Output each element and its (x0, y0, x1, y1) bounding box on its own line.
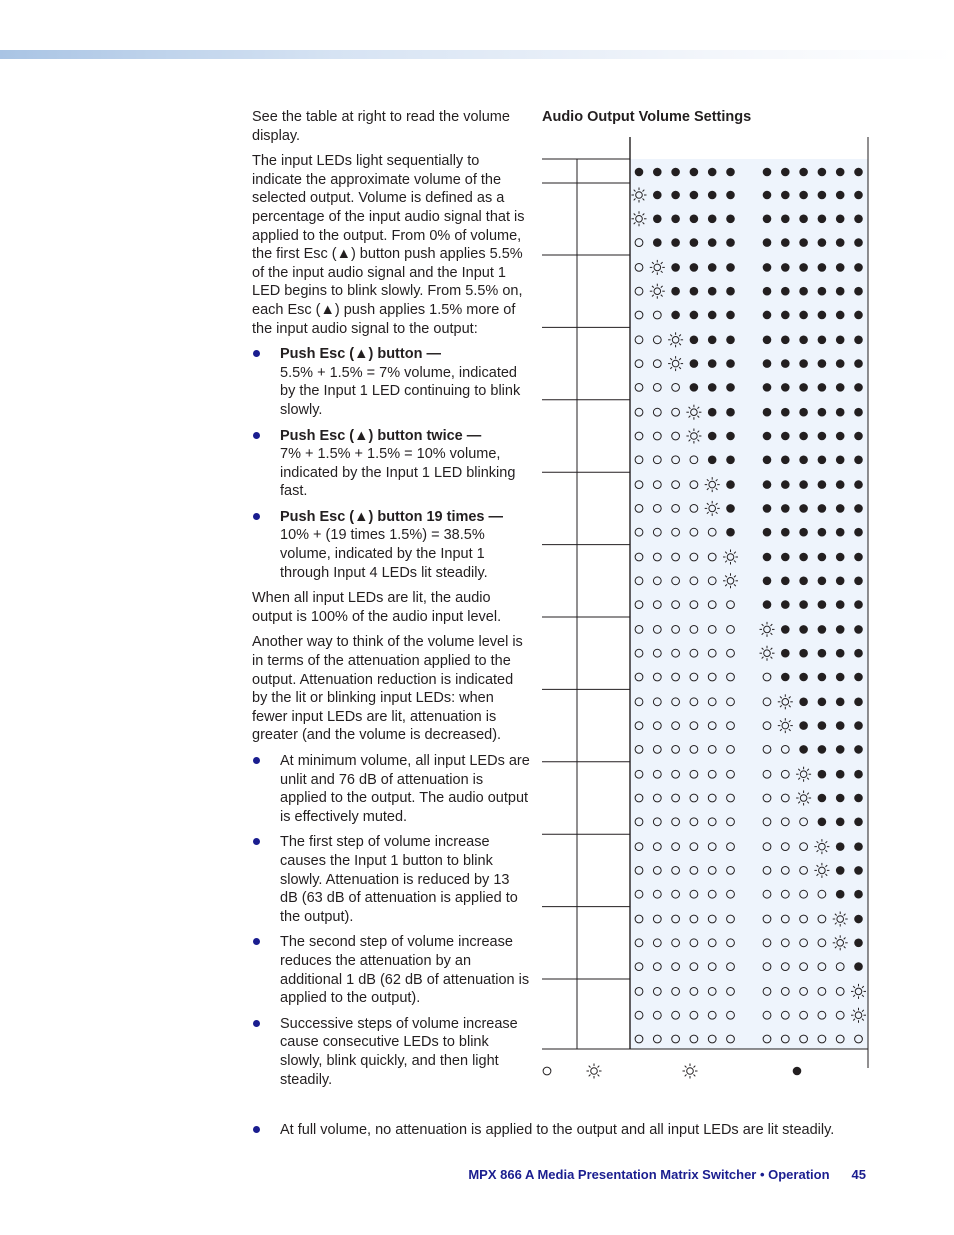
led-on-icon (818, 625, 827, 634)
led-on-icon (708, 408, 717, 417)
led-on-icon (781, 673, 790, 682)
led-on-icon (726, 311, 735, 320)
led-on-icon (854, 866, 863, 875)
led-on-icon (854, 745, 863, 754)
led-on-icon (690, 336, 699, 345)
led-on-icon (836, 432, 845, 441)
led-on-icon (690, 263, 699, 272)
led-on-icon (799, 263, 808, 272)
led-on-icon (763, 383, 772, 392)
led-on-icon (818, 600, 827, 609)
led-on-icon (799, 455, 808, 464)
led-on-icon (836, 770, 845, 779)
led-on-icon (836, 191, 845, 200)
led-on-icon (854, 383, 863, 392)
led-on-icon (763, 359, 772, 368)
led-on-icon (726, 287, 735, 296)
legend-blink-slow-icon (591, 1068, 598, 1075)
led-on-icon (793, 1067, 802, 1076)
led-on-icon (799, 745, 808, 754)
led-on-icon (799, 287, 808, 296)
led-on-icon (726, 408, 735, 417)
led-off-icon (543, 1067, 551, 1075)
led-on-icon (854, 625, 863, 634)
led-on-icon (726, 383, 735, 392)
led-on-icon (781, 600, 790, 609)
led-on-icon (671, 263, 680, 272)
led-on-icon (818, 745, 827, 754)
led-on-icon (763, 600, 772, 609)
bullet-heading: Push Esc (▲) button 19 times — (280, 508, 504, 525)
led-on-icon (836, 528, 845, 537)
legend-blink-fast-icon-ray (694, 1075, 696, 1077)
led-on-icon (763, 480, 772, 489)
led-on-icon (836, 168, 845, 177)
led-on-icon (818, 770, 827, 779)
led-on-icon (854, 890, 863, 899)
led-on-icon (781, 359, 790, 368)
intro-paragraph: See the table at right to read the volume display. (252, 109, 510, 144)
led-on-icon (818, 794, 827, 803)
led-on-icon (836, 504, 845, 513)
bullet-heading: Push Esc (▲) button — (280, 346, 441, 363)
led-on-icon (726, 528, 735, 537)
led-on-icon (854, 553, 863, 562)
led-on-icon (854, 721, 863, 730)
led-on-icon (818, 238, 827, 247)
led-on-icon (726, 359, 735, 368)
led-on-icon (818, 576, 827, 585)
table-title: Audio Output Volume Settings (542, 109, 752, 125)
led-on-icon (799, 408, 808, 417)
led-on-icon (799, 214, 808, 223)
volume-paragraph: The input LEDs light sequentially to indicate the approximate volume of the selected output. Volume is defined as a percentage of the input audio signal that is applied to the output. From 0% of volume, the first Esc (▲) button push applies 5.5% of the input audio signal and the Input 1 LED begins to blink slowly. From 5.5% on, each Esc (▲) push applies 1.5% more of the input audio signal to the output: (252, 153, 525, 337)
led-on-icon (781, 287, 790, 296)
led-on-icon (836, 383, 845, 392)
attenuation-paragraph: Another way to think of the volume level is in terms of the attenuation applied to the output. Attenuation reduction is indicated by the lit or blinking input LEDs: when fewer input LEDs are lit, attenuation is greater (and the volume is decreased). (252, 634, 523, 744)
led-on-icon (781, 649, 790, 658)
led-on-icon (708, 359, 717, 368)
led-on-icon (763, 576, 772, 585)
led-on-icon (854, 191, 863, 200)
led-on-icon (726, 504, 735, 513)
led-on-icon (799, 480, 808, 489)
led-on-icon (708, 287, 717, 296)
led-on-icon (799, 359, 808, 368)
led-on-icon (854, 649, 863, 658)
led-on-icon (836, 649, 845, 658)
led-on-icon (763, 287, 772, 296)
legend-blink-fast-icon (687, 1068, 694, 1075)
led-on-icon (836, 214, 845, 223)
led-on-icon (708, 214, 717, 223)
led-on-icon (763, 455, 772, 464)
led-on-icon (836, 238, 845, 247)
led-on-icon (836, 817, 845, 826)
led-on-icon (799, 600, 808, 609)
led-on-icon (836, 625, 845, 634)
legend-blink-fast-icon-ray (685, 1075, 687, 1077)
led-on-icon (799, 191, 808, 200)
led-on-icon (836, 287, 845, 296)
led-on-icon (690, 238, 699, 247)
led-on-icon (799, 168, 808, 177)
led-on-icon (708, 238, 717, 247)
led-on-icon (854, 455, 863, 464)
led-on-icon (818, 455, 827, 464)
led-on-icon (818, 432, 827, 441)
led-on-icon (854, 336, 863, 345)
led-on-icon (854, 408, 863, 417)
led-on-icon (726, 336, 735, 345)
led-on-icon (690, 287, 699, 296)
led-on-icon (763, 553, 772, 562)
led-on-icon (781, 504, 790, 513)
footer-title: MPX 866 A Media Presentation Matrix Switcher • Operation (468, 1167, 830, 1182)
led-on-icon (690, 168, 699, 177)
list-item: At minimum volume, all input LEDs are unlit and 76 dB of attenuation is applied to the output. The audio output is effectively muted. (252, 752, 530, 826)
led-on-icon (854, 817, 863, 826)
led-on-icon (799, 336, 808, 345)
led-on-icon (854, 168, 863, 177)
led-on-icon (799, 383, 808, 392)
led-on-icon (726, 191, 735, 200)
led-on-icon (763, 214, 772, 223)
led-on-icon (818, 817, 827, 826)
led-on-icon (690, 359, 699, 368)
led-on-icon (708, 383, 717, 392)
bullet-text: 5.5% + 1.5% = 7% volume, indicated by the Input 1 LED continuing to blink slowly. (280, 364, 521, 418)
led-on-icon (781, 336, 790, 345)
led-on-icon (836, 576, 845, 585)
led-on-icon (818, 263, 827, 272)
list-item: The second step of volume increase reduces the attenuation by an additional 1 dB (62 dB of attenuation is applied to the output). (252, 933, 530, 1007)
led-on-icon (818, 214, 827, 223)
led-on-icon (653, 168, 662, 177)
led-on-icon (799, 625, 808, 634)
led-on-icon (799, 698, 808, 707)
led-on-icon (836, 455, 845, 464)
list-item: The first step of volume increase causes the Input 1 button to blink slowly. Attenuation is reduced by 13 dB (63 dB of attenuation is applied to the output). (252, 833, 530, 926)
led-on-icon (818, 191, 827, 200)
led-on-icon (763, 408, 772, 417)
led-on-icon (836, 600, 845, 609)
led-on-icon (781, 553, 790, 562)
legend-blink-fast-icon-ray (694, 1066, 696, 1068)
led-on-icon (763, 311, 772, 320)
led-on-icon (818, 383, 827, 392)
led-on-icon (836, 890, 845, 899)
led-on-icon (653, 214, 662, 223)
led-on-icon (781, 191, 790, 200)
led-on-icon (818, 721, 827, 730)
led-on-icon (799, 673, 808, 682)
legend-blink-fast-icon-ray (685, 1066, 687, 1068)
led-on-icon (799, 553, 808, 562)
page-number: 45 (851, 1167, 866, 1182)
led-on-icon (763, 432, 772, 441)
led-on-icon (836, 359, 845, 368)
led-on-icon (854, 915, 863, 924)
led-on-icon (763, 263, 772, 272)
led-on-icon (799, 238, 808, 247)
led-on-icon (836, 408, 845, 417)
led-on-icon (854, 504, 863, 513)
led-on-icon (854, 962, 863, 971)
led-on-icon (781, 383, 790, 392)
led-on-icon (854, 794, 863, 803)
led-on-icon (818, 698, 827, 707)
led-on-icon (799, 432, 808, 441)
led-on-icon (726, 432, 735, 441)
led-on-icon (799, 721, 808, 730)
led-on-icon (653, 238, 662, 247)
bullet-text: 7% + 1.5% + 1.5% = 10% volume, indicated by the Input 1 LED blinking fast. (280, 446, 516, 500)
led-on-icon (799, 504, 808, 513)
led-on-icon (799, 311, 808, 320)
led-on-icon (818, 553, 827, 562)
list-item: Successive steps of volume increase cause consecutive LEDs to blink slowly, blink quickly, and then light steadily. (252, 1015, 530, 1089)
full-level-paragraph: When all input LEDs are lit, the audio output is 100% of the audio input level. (252, 590, 502, 625)
page-footer (400, 1167, 866, 1182)
led-on-icon (818, 504, 827, 513)
led-on-icon (763, 528, 772, 537)
led-on-icon (818, 673, 827, 682)
led-on-icon (763, 238, 772, 247)
led-on-icon (781, 455, 790, 464)
led-on-icon (763, 191, 772, 200)
bullet-heading: Push Esc (▲) button twice — (280, 427, 482, 444)
led-on-icon (671, 238, 680, 247)
led-on-icon (671, 191, 680, 200)
led-on-icon (854, 311, 863, 320)
led-on-icon (763, 168, 772, 177)
led-on-icon (671, 287, 680, 296)
led-on-icon (854, 480, 863, 489)
led-on-icon (836, 553, 845, 562)
led-on-icon (708, 168, 717, 177)
led-on-icon (854, 528, 863, 537)
led-on-icon (836, 311, 845, 320)
led-on-icon (726, 214, 735, 223)
led-on-icon (836, 480, 845, 489)
led-on-icon (818, 480, 827, 489)
led-on-icon (854, 770, 863, 779)
led-on-icon (690, 383, 699, 392)
led-on-icon (781, 263, 790, 272)
led-on-icon (836, 794, 845, 803)
led-on-icon (726, 480, 735, 489)
led-on-icon (818, 311, 827, 320)
led-on-icon (854, 600, 863, 609)
led-on-icon (781, 625, 790, 634)
led-on-icon (818, 359, 827, 368)
led-on-icon (781, 432, 790, 441)
legend-blink-slow-icon-ray (598, 1066, 600, 1068)
led-on-icon (836, 673, 845, 682)
led-on-icon (781, 576, 790, 585)
led-area-shade (630, 159, 868, 1049)
led-on-icon (708, 263, 717, 272)
led-on-icon (763, 504, 772, 513)
led-on-icon (708, 191, 717, 200)
led-on-icon (854, 238, 863, 247)
full-volume-bullet: At full volume, no attenuation is applied to the output and all input LEDs are lit steadily. (252, 1121, 892, 1140)
led-on-icon (781, 528, 790, 537)
led-on-icon (781, 408, 790, 417)
led-on-icon (781, 214, 790, 223)
led-on-icon (671, 311, 680, 320)
led-on-icon (799, 576, 808, 585)
led-on-icon (836, 698, 845, 707)
led-on-icon (690, 191, 699, 200)
led-on-icon (854, 576, 863, 585)
led-on-icon (854, 263, 863, 272)
led-on-icon (854, 287, 863, 296)
led-on-icon (708, 455, 717, 464)
led-on-icon (854, 698, 863, 707)
led-on-icon (726, 263, 735, 272)
led-on-icon (854, 359, 863, 368)
led-on-icon (799, 528, 808, 537)
led-on-icon (726, 455, 735, 464)
led-on-icon (818, 336, 827, 345)
led-on-icon (726, 238, 735, 247)
legend-blink-slow-icon-ray (589, 1075, 591, 1077)
led-on-icon (763, 336, 772, 345)
led-on-icon (799, 649, 808, 658)
led-on-icon (781, 168, 790, 177)
led-on-icon (854, 842, 863, 851)
legend-blink-slow-icon-ray (589, 1066, 591, 1068)
led-on-icon (781, 480, 790, 489)
led-on-icon (836, 745, 845, 754)
led-on-icon (726, 168, 735, 177)
led-on-icon (854, 939, 863, 948)
led-on-icon (671, 168, 680, 177)
legend-blink-slow-icon-ray (598, 1075, 600, 1077)
led-on-icon (635, 168, 644, 177)
led-on-icon (836, 721, 845, 730)
led-on-icon (854, 673, 863, 682)
led-on-icon (836, 866, 845, 875)
led-on-icon (818, 408, 827, 417)
led-on-icon (690, 214, 699, 223)
led-on-icon (818, 528, 827, 537)
led-on-icon (781, 238, 790, 247)
led-on-icon (653, 191, 662, 200)
led-on-icon (708, 432, 717, 441)
bullet-text: 10% + (19 times 1.5%) = 38.5% volume, indicated by the Input 1 through Input 4 LEDs lit steadily. (280, 527, 488, 581)
led-on-icon (671, 214, 680, 223)
led-on-icon (818, 649, 827, 658)
led-on-icon (836, 842, 845, 851)
led-on-icon (818, 287, 827, 296)
led-on-icon (836, 263, 845, 272)
led-on-icon (818, 168, 827, 177)
led-on-icon (836, 336, 845, 345)
led-on-icon (781, 311, 790, 320)
led-on-icon (708, 311, 717, 320)
led-on-icon (854, 432, 863, 441)
led-on-icon (854, 214, 863, 223)
led-on-icon (690, 311, 699, 320)
led-on-icon (708, 336, 717, 345)
